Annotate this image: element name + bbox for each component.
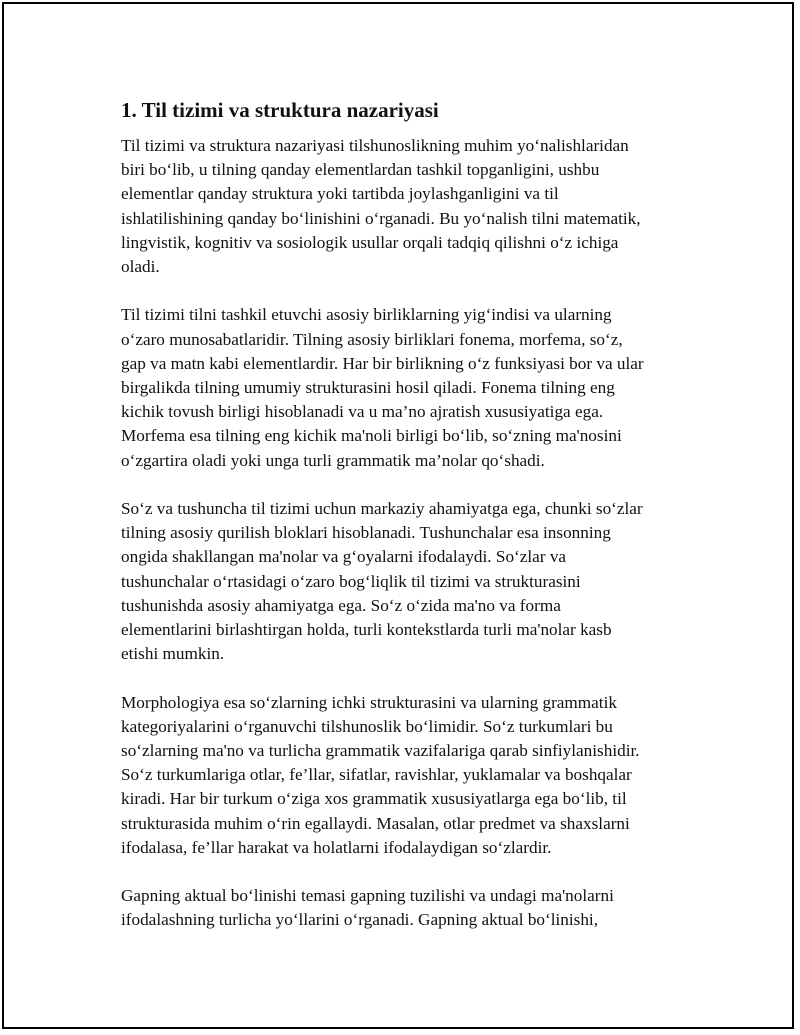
text-line: ifodalasa, fe’llar harakat va holatlarni ifodalaydigan so‘zlardir. — [121, 837, 552, 857]
text-line: o‘zgartira oladi yoki unga turli grammatik ma’nolar qo‘shadi. — [121, 450, 545, 470]
text-line: etishi mumkin. — [121, 644, 225, 664]
text-line: o‘zaro munosabatlaridir. Tilning asosiy birliklari fonema, morfema, so‘z, — [121, 329, 623, 349]
paragraph — [121, 497, 691, 666]
text-line: kichik tovush birligi hisoblanadi va u ma’no ajratish xususiyatiga ega. — [121, 402, 604, 422]
text-line: Gapning aktual bo‘linishi temasi gapning tuzilishi va undagi ma'nolarni — [121, 886, 614, 906]
text-line: tushunchalar o‘rtasidagi o‘zaro bog‘liqlik til tizimi va strukturasini — [121, 571, 581, 591]
text-line: ifodalashning turlicha yo‘llarini o‘rganadi. Gapning aktual bo‘linishi, — [121, 910, 599, 930]
section-heading: 1. Til tizimi va struktura nazariyasi — [121, 98, 439, 122]
paragraph — [121, 691, 691, 860]
text-line: elementlarini birlashtirgan holda, turli kontekstlarda turli ma'nolar kasb — [121, 620, 612, 640]
paragraph — [121, 884, 691, 932]
text-line: kiradi. Har bir turkum o‘ziga xos grammatik xususiyatlarga ega bo‘lib, til — [121, 789, 627, 809]
text-line: tushunishda asosiy ahamiyatga ega. So‘z o‘zida ma'no va forma — [121, 595, 561, 615]
page — [2, 2, 794, 1029]
text-line: elementlar qanday struktura yoki tartibda joylashganligini va til — [121, 184, 559, 204]
paragraph-container — [121, 134, 691, 933]
text-line: birgalikda tilning umumiy strukturasini hosil qiladi. Fonema tilning eng — [121, 378, 615, 398]
text-line: so‘zlarning ma'no va turlicha grammatik vazifalariga qarab sinfiylanishidir. — [121, 741, 640, 761]
text-line: Til tizimi tilni tashkil etuvchi asosiy birliklarning yig‘indisi va ularning — [121, 305, 612, 325]
text-line: Morphologiya esa so‘zlarning ichki strukturasini va ularning grammatik — [121, 692, 617, 712]
text-line: oladi. — [121, 257, 160, 277]
text-line: tilning asosiy qurilish bloklari hisoblanadi. Tushunchalar esa insonning — [121, 523, 611, 543]
text-line: ishlatilishining qanday bo‘linishini o‘rganadi. Bu yo‘nalish tilni matematik, — [121, 208, 641, 228]
text-line: strukturasida muhim o‘rin egallaydi. Masalan, otlar predmet va shaxslarni — [121, 813, 630, 833]
text-line: So‘z turkumlariga otlar, fe’llar, sifatlar, ravishlar, yuklamalar va boshqalar — [121, 765, 632, 785]
paragraph — [121, 303, 691, 472]
text-line: biri bo‘lib, u tilning qanday elementlardan tashkil topganligini, ushbu — [121, 160, 600, 180]
text-line: gap va matn kabi elementlardir. Har bir birlikning o‘z funksiyasi bor va ular — [121, 353, 644, 373]
text-line: ongida shakllangan ma'nolar va g‘oyalarni ifodalaydi. So‘zlar va — [121, 547, 567, 567]
document-body — [121, 96, 691, 957]
paragraph — [121, 134, 691, 279]
text-line: lingvistik, kognitiv va sosiologik usullar orqali tadqiq qilishni o‘z ichiga — [121, 232, 619, 252]
text-line: So‘z va tushuncha til tizimi uchun markaziy ahamiyatga ega, chunki so‘zlar — [121, 499, 643, 519]
text-line: Morfema esa tilning eng kichik ma'noli birligi bo‘lib, so‘zning ma'nosini — [121, 426, 622, 446]
text-line: kategoriyalarini o‘rganuvchi tilshunoslik bo‘limidir. So‘z turkumlari bu — [121, 716, 613, 736]
text-line: Til tizimi va struktura nazariyasi tilshunoslikning muhim yo‘nalishlaridan — [121, 136, 629, 155]
